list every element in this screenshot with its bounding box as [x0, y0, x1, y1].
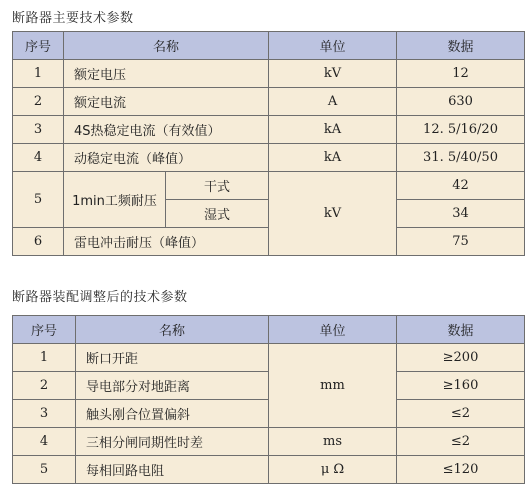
header-name: 名称	[64, 32, 269, 60]
row-seq: 1	[13, 344, 76, 372]
header-value: 数据	[397, 316, 525, 344]
row-value: ≥160	[397, 372, 525, 400]
row-unit: mm	[269, 344, 397, 428]
header-value: 数据	[397, 32, 525, 60]
row-name: 触头刚合位置偏斜	[76, 400, 269, 428]
row-value: ≥200	[397, 344, 525, 372]
header-name: 名称	[76, 316, 269, 344]
row-name: 额定电压	[64, 60, 269, 88]
table-row	[13, 344, 525, 372]
row-name: 额定电流	[64, 88, 269, 116]
row-unit: kV	[269, 172, 397, 256]
row-seq: 1	[13, 60, 64, 88]
row-value: 42	[397, 172, 525, 200]
row-seq: 4	[13, 428, 76, 456]
row-name: 4S热稳定电流（有效值）	[64, 116, 269, 144]
row-value: ≤2	[397, 400, 525, 428]
table-header-row	[13, 32, 525, 60]
row-name: 三相分闸同期性时差	[76, 428, 269, 456]
row-value: 31. 5/40/50	[397, 144, 525, 172]
row-seq: 5	[13, 172, 64, 228]
table-row	[13, 144, 525, 172]
table-row	[13, 88, 525, 116]
row-seq: 2	[13, 88, 64, 116]
row-value: 75	[397, 228, 525, 256]
row-unit: kV	[269, 60, 397, 88]
row-unit: kA	[269, 116, 397, 144]
row-unit: ms	[269, 428, 397, 456]
table-row	[13, 60, 525, 88]
adjusted-parameters-table	[12, 315, 525, 484]
row-value: 630	[397, 88, 525, 116]
header-unit: 单位	[269, 32, 397, 60]
row-unit: μ Ω	[269, 456, 397, 484]
table1-caption: 断路器主要技术参数	[12, 11, 134, 26]
row-name: 每相回路电阻	[76, 456, 269, 484]
table-row	[13, 116, 525, 144]
row-subname: 干式	[166, 172, 269, 200]
table-row	[13, 172, 525, 200]
row-value: 12. 5/16/20	[397, 116, 525, 144]
row-seq: 4	[13, 144, 64, 172]
row-seq: 2	[13, 372, 76, 400]
row-value: 34	[397, 200, 525, 228]
header-seq: 序号	[13, 32, 64, 60]
table-header-row	[13, 316, 525, 344]
row-seq: 6	[13, 228, 64, 256]
header-seq: 序号	[13, 316, 76, 344]
table-row	[13, 456, 525, 484]
row-seq: 3	[13, 400, 76, 428]
row-subname: 湿式	[166, 200, 269, 228]
row-name: 雷电冲击耐压（峰值）	[64, 228, 269, 256]
row-unit: kA	[269, 144, 397, 172]
table-row	[13, 428, 525, 456]
row-seq: 3	[13, 116, 64, 144]
table2-caption: 断路器装配调整后的技术参数	[12, 290, 188, 305]
header-unit: 单位	[269, 316, 397, 344]
row-seq: 5	[13, 456, 76, 484]
row-name: 断口开距	[76, 344, 269, 372]
main-parameters-table	[12, 31, 525, 256]
row-value: ≤2	[397, 428, 525, 456]
row-name: 动稳定电流（峰值）	[64, 144, 269, 172]
row-unit: A	[269, 88, 397, 116]
row-name: 1min工频耐压	[64, 172, 166, 228]
row-name: 导电部分对地距离	[76, 372, 269, 400]
table-row	[13, 228, 525, 256]
row-value: ≤120	[397, 456, 525, 484]
row-value: 12	[397, 60, 525, 88]
